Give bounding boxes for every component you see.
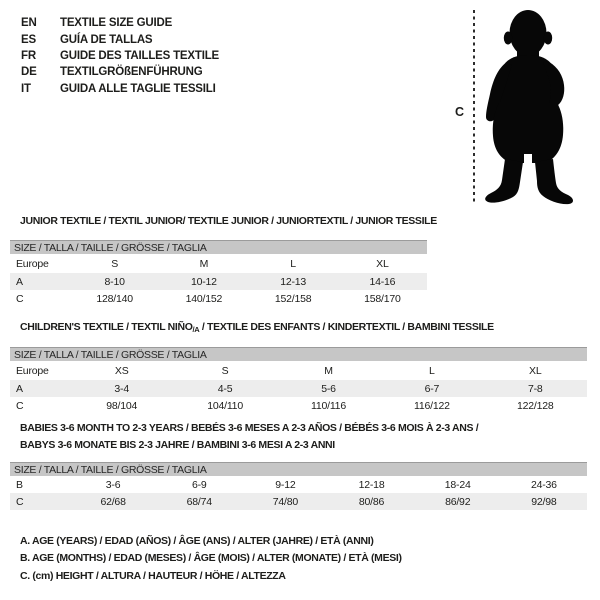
lang-code: ES bbox=[21, 33, 36, 46]
size-cell: 10-12 bbox=[159, 273, 248, 290]
size-cell: S bbox=[111, 257, 119, 270]
row-label: C bbox=[10, 493, 70, 510]
size-header: SIZE / TALLA / TAILLE / GRÖSSE / TAGLIA bbox=[10, 463, 587, 477]
size-row-b bbox=[10, 476, 587, 493]
lang-label: GUIDE DES TAILLES TEXTILE bbox=[60, 49, 219, 62]
lang-row-it bbox=[21, 81, 219, 97]
size-row-c bbox=[10, 397, 587, 414]
size-cell: 3-4 bbox=[70, 380, 173, 397]
size-cell: 9-12 bbox=[275, 478, 296, 491]
note-age-months: B. AGE (MONTHS) / EDAD (MESES) / ÂGE (MOIS) / ALTER (MONATE) / ETÀ (MESI) bbox=[20, 552, 402, 565]
row-label: A bbox=[10, 273, 70, 290]
size-cell: 5-6 bbox=[277, 380, 380, 397]
babies-size-table bbox=[10, 462, 587, 510]
size-header-row bbox=[10, 241, 427, 255]
size-cell: 128/140 bbox=[96, 292, 133, 305]
size-row-c bbox=[10, 290, 427, 307]
size-cell: XS bbox=[114, 364, 129, 377]
note-age-years: A. AGE (YEARS) / EDAD (AÑOS) / ÂGE (ANS) / ALTER (JAHRE) / ETÀ (ANNI) bbox=[20, 535, 374, 547]
language-list bbox=[21, 15, 219, 97]
size-cell: 116/122 bbox=[413, 399, 450, 412]
size-row-c bbox=[10, 493, 587, 510]
size-cell: 3-6 bbox=[105, 478, 121, 491]
size-cell: 74/80 bbox=[242, 493, 328, 510]
size-cell: 18-24 bbox=[444, 478, 471, 491]
junior-size-table bbox=[10, 240, 427, 307]
children-title-sub: /A bbox=[192, 325, 200, 334]
lang-label: TEXTILE SIZE GUIDE bbox=[60, 17, 173, 30]
size-cell: S bbox=[221, 364, 229, 377]
lang-code: FR bbox=[21, 49, 36, 62]
size-cell: 68/74 bbox=[156, 493, 242, 510]
row-label: Europe bbox=[16, 364, 49, 377]
size-cell: 12-13 bbox=[249, 273, 338, 290]
lang-code: DE bbox=[21, 66, 37, 79]
size-cell: 92/98 bbox=[501, 493, 587, 510]
babies-section-title bbox=[20, 420, 478, 453]
row-label: B bbox=[16, 478, 23, 491]
size-row-europe bbox=[10, 361, 587, 380]
size-cell: 4-5 bbox=[173, 380, 276, 397]
size-cell: 152/158 bbox=[274, 292, 312, 305]
children-section-title bbox=[20, 319, 494, 339]
row-label: A bbox=[10, 380, 70, 397]
size-cell: M bbox=[324, 364, 333, 377]
lang-row-en bbox=[21, 15, 219, 31]
lang-label: GUÍA DE TALLAS bbox=[60, 33, 153, 46]
size-header-row bbox=[10, 348, 587, 362]
lang-row-es bbox=[21, 31, 219, 47]
height-label: C bbox=[455, 105, 465, 119]
size-cell: 104/110 bbox=[207, 399, 243, 412]
note-height-cm: C. (cm) HEIGHT / ALTURA / HAUTEUR / HÖHE / ALTEZZA bbox=[20, 569, 286, 582]
babies-title-line1: BABIES 3-6 MONTH TO 2-3 YEARS / BEBÉS 3-6 MESES A 2-3 AÑOS / BÉBÉS 3-6 MOIS À 2-3 ANS / bbox=[20, 422, 479, 434]
size-cell: 140/152 bbox=[185, 292, 223, 305]
size-cell: XL bbox=[529, 364, 542, 377]
children-title-post: / TEXTILE DES ENFANTS / KINDERTEXTIL / BAMBINI TESSILE bbox=[199, 321, 494, 333]
size-cell: 7-8 bbox=[484, 380, 587, 397]
size-cell: 158/170 bbox=[364, 292, 401, 305]
size-cell: 14-16 bbox=[338, 273, 427, 290]
children-title-pre: CHILDREN'S TEXTILE / TEXTIL NIÑO bbox=[20, 321, 193, 333]
size-cell: M bbox=[199, 257, 209, 270]
row-label: C bbox=[16, 292, 24, 305]
size-row-a bbox=[10, 380, 587, 397]
size-cell: 12-18 bbox=[358, 478, 385, 491]
size-cell: L bbox=[429, 364, 435, 377]
lang-label: GUIDA ALLE TAGLIE TESSILI bbox=[60, 82, 216, 95]
size-cell: 6-9 bbox=[191, 478, 207, 491]
toddler-silhouette-icon bbox=[468, 5, 598, 215]
row-label: Europe bbox=[16, 257, 49, 270]
size-header-row bbox=[10, 463, 587, 477]
legend-notes bbox=[20, 533, 402, 585]
size-cell: 6-7 bbox=[380, 380, 483, 397]
size-cell: XL bbox=[376, 257, 389, 270]
size-row-a bbox=[10, 273, 427, 290]
size-cell: L bbox=[290, 257, 296, 270]
size-header: SIZE / TALLA / TAILLE / GRÖSSE / TAGLIA bbox=[10, 348, 587, 362]
babies-title-line2: BABYS 3-6 MONATE BIS 2-3 JAHRE / BAMBINI 3-6 MESI A 2-3 ANNI bbox=[20, 438, 335, 451]
size-cell: 110/116 bbox=[310, 399, 346, 412]
lang-code: IT bbox=[21, 82, 31, 95]
size-cell: 86/92 bbox=[415, 493, 501, 510]
lang-row-fr bbox=[21, 48, 219, 64]
size-cell: 62/68 bbox=[70, 493, 156, 510]
lang-label: TEXTILGRÖßENFÜHRUNG bbox=[60, 66, 203, 79]
size-cell: 122/128 bbox=[517, 399, 554, 412]
size-cell: 80/86 bbox=[328, 493, 414, 510]
size-header: SIZE / TALLA / TAILLE / GRÖSSE / TAGLIA bbox=[10, 241, 427, 255]
junior-section-title: JUNIOR TEXTILE / TEXTIL JUNIOR/ TEXTILE JUNIOR / JUNIORTEXTIL / JUNIOR TESSILE bbox=[20, 215, 437, 227]
size-cell: 98/104 bbox=[106, 399, 138, 412]
children-size-table bbox=[10, 347, 587, 414]
lang-code: EN bbox=[21, 17, 37, 30]
size-cell: 24-36 bbox=[530, 478, 557, 491]
lang-row-de bbox=[21, 64, 219, 80]
size-row-europe bbox=[10, 254, 427, 273]
size-cell: 8-10 bbox=[70, 273, 159, 290]
row-label: C bbox=[16, 399, 24, 412]
